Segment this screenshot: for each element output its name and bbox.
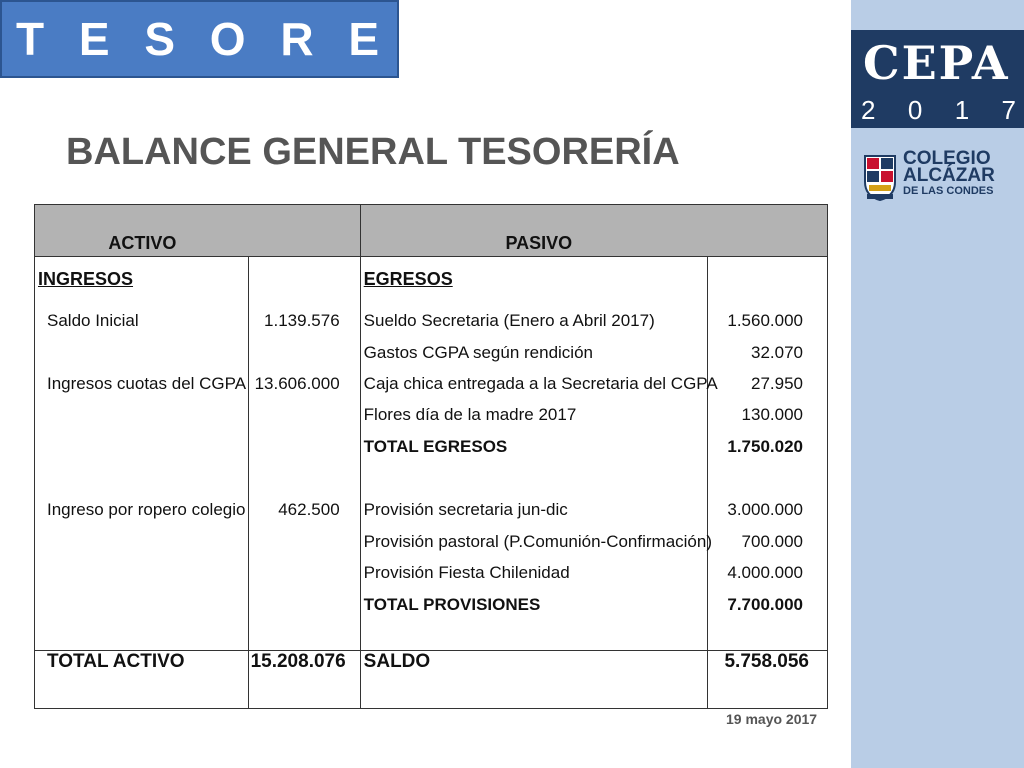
ingreso-label: Saldo Inicial <box>47 311 139 330</box>
egreso-label: Provisión pastoral (P.Comunión-Confirmación) <box>363 532 713 551</box>
ingreso-value: 462.500 <box>278 500 340 519</box>
activo-header: ACTIVO <box>35 205 361 257</box>
total-provisiones-label: TOTAL PROVISIONES <box>363 595 541 614</box>
egreso-value: 27.950 <box>751 374 803 393</box>
school-name-line2: ALCÁZAR <box>903 165 995 186</box>
egreso-value: 1.560.000 <box>727 311 803 330</box>
total-provisiones-value: 7.700.000 <box>727 595 803 614</box>
egreso-label: Gastos CGPA según rendición <box>363 343 593 362</box>
egreso-label: Flores día de la madre 2017 <box>363 405 577 424</box>
school-name-line1: COLEGIO <box>903 148 991 169</box>
egresos-labels-cell <box>360 257 718 651</box>
total-activo-label: TOTAL ACTIVO <box>35 651 249 709</box>
school-crest-icon <box>863 152 897 202</box>
cepa-logo-year <box>861 95 1016 126</box>
school-name-line3: DE LAS CONDES <box>903 185 994 197</box>
section-banner: T E S O R E R I A <box>0 0 399 78</box>
egreso-value: 700.000 <box>741 532 803 551</box>
table-body-row <box>35 257 828 651</box>
egreso-value: 4.000.000 <box>727 563 803 582</box>
egreso-value: 3.000.000 <box>727 500 803 519</box>
table-header-row <box>35 205 828 257</box>
year-digit: 0 <box>907 95 923 125</box>
year-digit: 2 <box>861 95 876 125</box>
pasivo-header: PASIVO <box>360 205 827 257</box>
egresos-heading: EGRESOS <box>363 269 453 289</box>
ingreso-label: Ingreso por ropero colegio <box>47 500 246 519</box>
egresos-values-cell <box>708 257 828 651</box>
ingresos-labels-cell <box>35 257 249 651</box>
cepa-logo <box>851 30 1024 128</box>
saldo-value: 5.758.056 <box>708 651 828 709</box>
egreso-value: 130.000 <box>741 405 803 424</box>
ingresos-values-cell <box>248 257 360 651</box>
cepa-logo-text: CEPA <box>863 36 1010 90</box>
total-egresos-value: 1.750.020 <box>727 437 803 456</box>
page-title: BALANCE GENERAL TESORERÍA <box>66 131 680 173</box>
footer-date: 19 mayo 2017 <box>726 711 818 727</box>
egreso-label: Sueldo Secretaria (Enero a Abril 2017) <box>363 311 655 330</box>
egreso-label: Caja chica entregada a la Secretaria del CGPA <box>363 374 718 393</box>
year-digit: 7 <box>1001 95 1016 125</box>
year-digit: 1 <box>954 95 970 125</box>
egreso-label: Provisión secretaria jun-dic <box>363 500 568 519</box>
ingreso-value: 1.139.576 <box>264 311 340 330</box>
totals-row <box>35 651 828 709</box>
total-activo-value: 15.208.076 <box>248 651 360 709</box>
school-logo <box>863 150 1023 206</box>
ingresos-heading: INGRESOS <box>38 269 134 289</box>
sidebar-panel <box>851 0 1024 768</box>
egreso-label: Provisión Fiesta Chilenidad <box>363 563 570 582</box>
total-egresos-label: TOTAL EGRESOS <box>363 437 508 456</box>
ingreso-label: Ingresos cuotas del CGPA <box>47 374 247 393</box>
school-name <box>903 150 995 198</box>
saldo-label: SALDO <box>360 651 707 709</box>
egreso-value: 32.070 <box>751 343 803 362</box>
balance-table <box>34 204 828 709</box>
ingreso-value: 13.606.000 <box>254 374 340 393</box>
